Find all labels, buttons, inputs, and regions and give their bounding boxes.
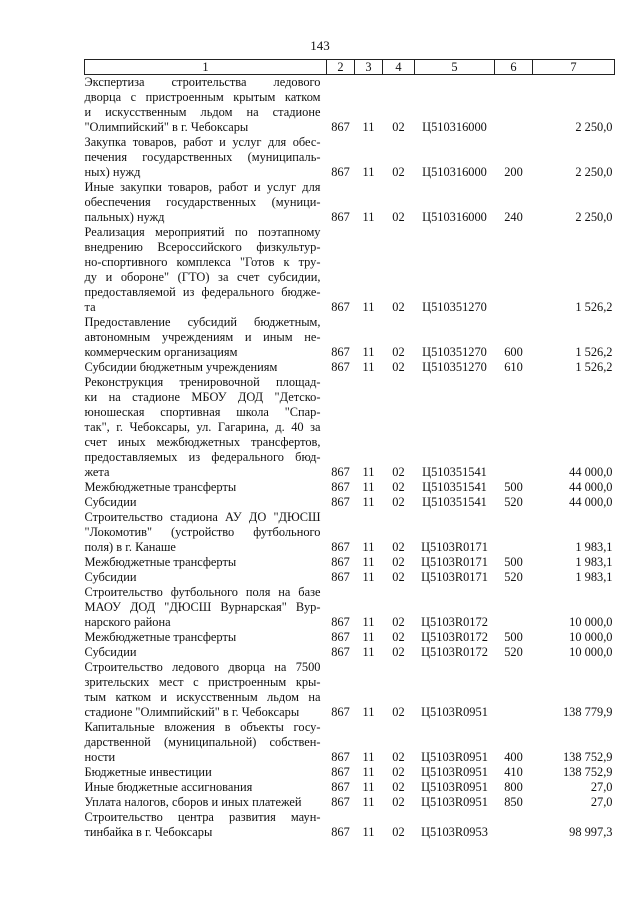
table-row [85,375,615,480]
description-line: дворца с пристроенным крытым катком [84,90,321,104]
page-number: 143 [310,38,330,53]
subsection-code: 02 [392,780,405,794]
amount: 138 752,9 [562,765,613,779]
amount: 27,0 [590,780,613,794]
subsection-code: 02 [392,300,405,314]
section-code: 11 [362,705,375,719]
row-description [85,510,327,555]
ministry-code: 867 [331,120,350,134]
section-code: 11 [362,345,375,359]
subsection-code: 02 [392,795,405,809]
subsection-code: 02 [392,210,405,224]
description-line: предоставляемой из федерального бюдже- [84,285,321,299]
table-row [85,555,615,570]
ministry-code: 867 [331,540,350,554]
section-code: 11 [362,630,375,644]
table-row [85,720,615,765]
description-line: "Олимпийский" в г. Чебоксары [84,120,249,134]
ministry-code: 867 [331,465,350,479]
amount: 1 526,2 [575,345,613,359]
description-line: внедрению Всероссийского физкультур- [84,240,321,254]
section-code: 11 [362,555,375,569]
amount: 138 779,9 [562,705,613,719]
description-line: печения государственных (муниципаль- [84,150,321,164]
target-article-code: Ц510351541 [422,495,487,509]
table-row [85,585,615,630]
row-description [85,630,327,645]
amount: 44 000,0 [569,465,613,479]
section-code: 11 [362,540,375,554]
table-row [85,480,615,495]
description-line: Реализация мероприятий по поэтапному [84,225,321,239]
row-description [85,495,327,510]
target-article-code: Ц5103R0951 [421,705,488,719]
expense-type-code: 850 [504,795,523,809]
subsection-code: 02 [392,165,405,179]
row-description [85,315,327,360]
description-line: Строительство центра развития маун- [84,810,321,824]
description-line: Строительство стадиона АУ ДО "ДЮСШ [84,510,321,524]
expense-type-code: 400 [504,750,523,764]
target-article-code: Ц5103R0172 [421,645,488,659]
description-line: тинбайка в г. Чебоксары [84,825,213,839]
amount: 10 000,0 [569,615,613,629]
table-row [85,660,615,720]
row-description [85,585,327,630]
description-line: так", г. Чебоксары, ул. Гагарина, д. 40 за [84,420,321,434]
header-col-6: 6 [495,60,533,75]
description-line: ду и обороне" (ГТО) за счет субсидии, [84,270,321,284]
subsection-code: 02 [392,495,405,509]
description-line: предоставляемых из федерального бюд- [84,450,321,464]
description-line: Закупка товаров, работ и услуг для обес- [84,135,321,149]
row-description [85,360,327,375]
subsection-code: 02 [392,345,405,359]
amount: 2 250,0 [575,165,613,179]
section-code: 11 [362,645,375,659]
description-line: Предоставление субсидий бюджетным, [84,315,321,329]
description-line: жета [84,465,110,479]
description-line: дарственной (муниципальной) собствен- [84,735,321,749]
expense-type-code: 410 [504,765,523,779]
section-code: 11 [362,615,375,629]
description-line: тым катком и искусственным льдом на [84,690,321,704]
expense-type-code: 520 [504,495,523,509]
table-row [85,765,615,780]
amount: 1 983,1 [575,570,613,584]
row-description [85,660,327,720]
description-line: обеспечения государственных (муници- [84,195,321,209]
ministry-code: 867 [331,705,350,719]
target-article-code: Ц5103R0171 [421,540,488,554]
subsection-code: 02 [392,570,405,584]
ministry-code: 867 [331,795,350,809]
description-line: зрительских мест с пристроенным кры- [84,675,321,689]
target-article-code: Ц510351541 [422,465,487,479]
expense-type-code: 500 [504,630,523,644]
header-col-3: 3 [355,60,383,75]
amount: 1 526,2 [575,300,613,314]
description-line: Субсидии [84,495,137,509]
description-line: Уплата налогов, сборов и иных платежей [84,795,302,809]
description-line: Межбюджетные трансферты [84,630,237,644]
expense-type-code [495,375,533,480]
description-line: МАОУ ДОД "ДЮСШ Вурнарская" Вур- [84,600,321,614]
ministry-code: 867 [331,750,350,764]
target-article-code: Ц510351270 [422,345,487,359]
target-article-code: Ц5103R0172 [421,615,488,629]
expense-type-code: 500 [504,555,523,569]
description-line: Субсидии [84,570,137,584]
amount: 27,0 [590,795,613,809]
subsection-code: 02 [392,540,405,554]
section-code: 11 [362,570,375,584]
description-line: Экспертиза строительства ледового [84,75,321,89]
ministry-code: 867 [331,615,350,629]
row-description [85,75,327,136]
target-article-code: Ц510316000 [422,165,487,179]
table-row [85,570,615,585]
section-code: 11 [362,300,375,314]
description-line: и искусственным льдом на стадионе [84,105,321,119]
table-row [85,360,615,375]
amount: 1 983,1 [575,555,613,569]
section-code: 11 [362,825,375,839]
description-line: нарского района [84,615,171,629]
subsection-code: 02 [392,555,405,569]
section-code: 11 [362,360,375,374]
section-code: 11 [362,120,375,134]
expense-type-code: 800 [504,780,523,794]
subsection-code: 02 [392,465,405,479]
expense-type-code: 520 [504,570,523,584]
expense-type-code: 600 [504,345,523,359]
expense-type-code [495,225,533,315]
target-article-code: Ц5103R0951 [421,795,488,809]
description-line: Бюджетные инвестиции [84,765,212,779]
description-line: юношеская спортивная школа "Спар- [84,405,321,419]
target-article-code: Ц5103R0953 [421,825,488,839]
target-article-code: Ц510316000 [422,120,487,134]
target-article-code: Ц510351270 [422,300,487,314]
expense-type-code [495,810,533,840]
subsection-code: 02 [392,705,405,719]
row-description [85,555,327,570]
header-col-4: 4 [383,60,415,75]
row-description [85,570,327,585]
description-line: Субсидии бюджетным учреждениям [84,360,278,374]
header-col-1: 1 [85,60,327,75]
row-description [85,780,327,795]
row-description [85,225,327,315]
table-row [85,810,615,840]
table-row [85,225,615,315]
table-row [85,795,615,810]
ministry-code: 867 [331,300,350,314]
description-line: Строительство футбольного поля на базе [84,585,321,599]
header-col-5: 5 [415,60,495,75]
target-article-code: Ц5103R0951 [421,780,488,794]
amount: 2 250,0 [575,120,613,134]
expense-type-code [495,75,533,136]
target-article-code: Ц510351270 [422,360,487,374]
target-article-code: Ц510351541 [422,480,487,494]
target-article-code: Ц5103R0171 [421,555,488,569]
expense-type-code [495,660,533,720]
row-description [85,375,327,480]
budget-table [84,59,615,840]
ministry-code: 867 [331,825,350,839]
subsection-code: 02 [392,825,405,839]
description-line: та [84,300,96,314]
description-line: пальных) нужд [84,210,165,224]
ministry-code: 867 [331,360,350,374]
description-line: Межбюджетные трансферты [84,480,237,494]
table-row [85,780,615,795]
subsection-code: 02 [392,750,405,764]
ministry-code: 867 [331,555,350,569]
section-code: 11 [362,750,375,764]
section-code: 11 [362,465,375,479]
amount: 2 250,0 [575,210,613,224]
amount: 44 000,0 [569,480,613,494]
row-description [85,810,327,840]
section-code: 11 [362,210,375,224]
description-line: Межбюджетные трансферты [84,555,237,569]
amount: 138 752,9 [562,750,613,764]
header-col-2: 2 [327,60,355,75]
header-row [85,60,615,75]
subsection-code: 02 [392,360,405,374]
ministry-code: 867 [331,780,350,794]
expense-type-code: 200 [504,165,523,179]
description-line: коммерческим организациям [84,345,238,359]
description-line: поля) в г. Канаше [84,540,176,554]
header-col-7: 7 [533,60,615,75]
ministry-code: 867 [331,765,350,779]
subsection-code: 02 [392,120,405,134]
row-description [85,795,327,810]
row-description [85,480,327,495]
subsection-code: 02 [392,615,405,629]
table-row [85,180,615,225]
ministry-code: 867 [331,210,350,224]
target-article-code: Ц5103R0171 [421,570,488,584]
subsection-code: 02 [392,645,405,659]
target-article-code: Ц5103R0172 [421,630,488,644]
description-line: "Локомотив" (устройство футбольного [84,525,321,539]
ministry-code: 867 [331,645,350,659]
ministry-code: 867 [331,570,350,584]
ministry-code: 867 [331,165,350,179]
table-row [85,135,615,180]
amount: 1 526,2 [575,360,613,374]
description-line: стадионе "Олимпийский" в г. Чебоксары [84,705,300,719]
row-description [85,720,327,765]
expense-type-code: 240 [504,210,523,224]
table-row [85,510,615,555]
target-article-code: Ц510316000 [422,210,487,224]
row-description [85,765,327,780]
target-article-code: Ц5103R0951 [421,750,488,764]
description-line: Строительство ледового дворца на 7500 [84,660,321,674]
ministry-code: 867 [331,480,350,494]
table-row [85,630,615,645]
description-line: ки на стадионе МБОУ ДОД "Детско- [84,390,321,404]
amount: 10 000,0 [569,630,613,644]
description-line: автономным учреждениям и иным не- [84,330,321,344]
amount: 10 000,0 [569,645,613,659]
section-code: 11 [362,495,375,509]
amount: 44 000,0 [569,495,613,509]
expense-type-code: 520 [504,645,523,659]
expense-type-code [495,510,533,555]
subsection-code: 02 [392,765,405,779]
row-description [85,135,327,180]
description-line: Капитальные вложения в объекты госу- [84,720,321,734]
expense-type-code: 610 [504,360,523,374]
description-line: ных) нужд [84,165,141,179]
row-description [85,180,327,225]
ministry-code: 867 [331,345,350,359]
ministry-code: 867 [331,630,350,644]
expense-type-code [495,585,533,630]
expense-type-code: 500 [504,480,523,494]
ministry-code: 867 [331,495,350,509]
amount: 98 997,3 [569,825,613,839]
amount: 1 983,1 [575,540,613,554]
row-description [85,645,327,660]
description-line: Субсидии [84,645,137,659]
description-line: Реконструкция тренировочной площад- [84,375,321,389]
description-line: ности [84,750,116,764]
subsection-code: 02 [392,630,405,644]
section-code: 11 [362,765,375,779]
description-line: Иные закупки товаров, работ и услуг для [84,180,321,194]
subsection-code: 02 [392,480,405,494]
section-code: 11 [362,165,375,179]
table-row [85,75,615,136]
table-row [85,645,615,660]
description-line: но-спортивного комплекса "Готов к тру- [84,255,321,269]
table-row [85,315,615,360]
description-line: Иные бюджетные ассигнования [84,780,253,794]
section-code: 11 [362,780,375,794]
description-line: счет иных межбюджетных трансфертов, [84,435,321,449]
target-article-code: Ц5103R0951 [421,765,488,779]
section-code: 11 [362,795,375,809]
table-row [85,495,615,510]
section-code: 11 [362,480,375,494]
